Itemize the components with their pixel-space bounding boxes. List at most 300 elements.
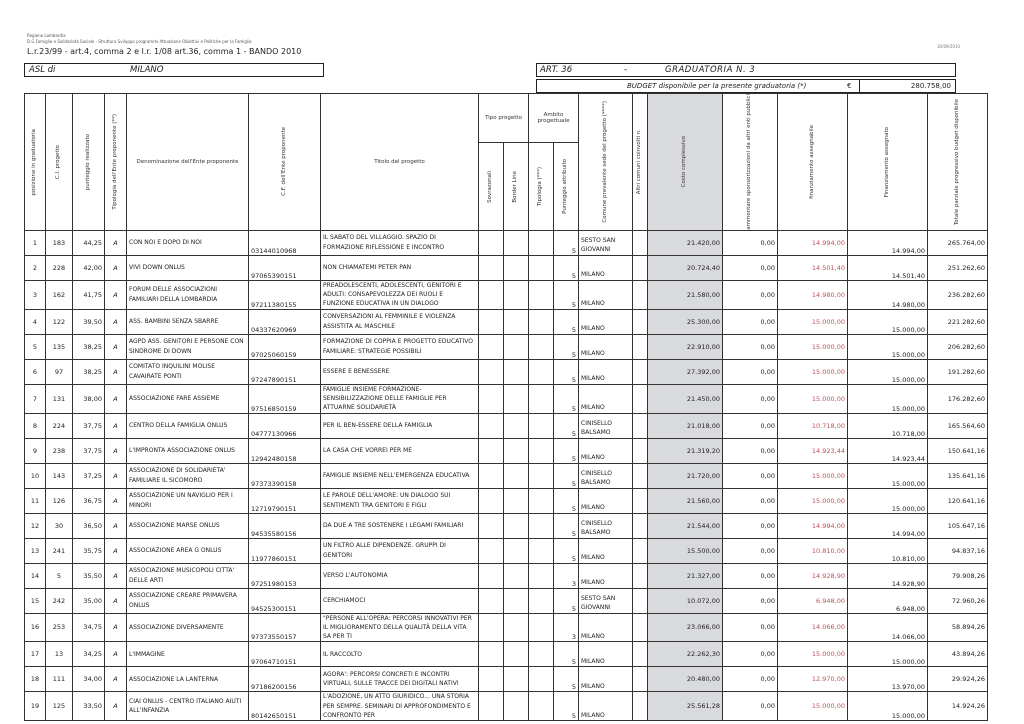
cell-fin-assegnabile: 14.994,00 xyxy=(778,513,848,538)
cell-fin-assegnato: 14.928,90 xyxy=(848,563,928,588)
cell-sovrazonali xyxy=(479,334,504,359)
cell-altri-comuni xyxy=(633,280,648,309)
budget-divider xyxy=(859,80,860,92)
cell-ci: 253 xyxy=(46,613,73,642)
cell-ci: 5 xyxy=(46,563,73,588)
cell-posizione: 11 xyxy=(25,488,46,513)
cell-punteggio-attribuito: 3 xyxy=(554,613,579,642)
col-header-denominazione: Denominazione dell'Ente proponente xyxy=(127,94,249,231)
cell-punteggio: 34,00 xyxy=(73,667,105,692)
table-row xyxy=(25,230,988,255)
cell-costo: 25.561,28 xyxy=(648,692,723,721)
cell-ci: 125 xyxy=(46,692,73,721)
cell-costo: 10.072,00 xyxy=(648,588,723,613)
cell-punteggio: 37,75 xyxy=(73,438,105,463)
cell-punteggio-attribuito: 5 xyxy=(554,488,579,513)
date-stamp: 30/09/2010 xyxy=(937,44,961,49)
cell-posizione: 12 xyxy=(25,513,46,538)
cell-totale: 206.282,60 xyxy=(928,334,988,359)
cell-sovrazonali xyxy=(479,513,504,538)
table-row xyxy=(25,280,988,309)
cell-punteggio: 37,25 xyxy=(73,463,105,488)
cell-posizione: 10 xyxy=(25,463,46,488)
cell-tipologia xyxy=(529,230,554,255)
cell-tipologia xyxy=(529,513,554,538)
col-header-punteggio: punteggio realizzato xyxy=(73,94,105,231)
cell-titolo: DA DUE A TRE SOSTENERE I LEGAMI FAMILIARI xyxy=(321,513,479,538)
cell-comune: MILANO xyxy=(579,613,633,642)
law-reference: L.r.23/99 - art.4, comma 2 e l.r. 1/08 art.36, comma 1 - BANDO 2010 xyxy=(27,47,302,56)
cell-cf: 97064710151 xyxy=(249,642,321,667)
cell-denominazione: COMITATO INQUILINI MOLISE CAVAIRATE PONTI xyxy=(127,359,249,384)
art-dash: - xyxy=(624,65,628,75)
cell-punteggio-attribuito: 5 xyxy=(554,334,579,359)
cell-totale: 221.282,60 xyxy=(928,309,988,334)
table-row xyxy=(25,588,988,613)
cell-comune: MILANO xyxy=(579,438,633,463)
budget-currency: € xyxy=(847,82,852,90)
cell-totale: 135.641,16 xyxy=(928,463,988,488)
cell-sponsorizzazioni: 0,00 xyxy=(723,438,778,463)
cell-cf: 04337620969 xyxy=(249,309,321,334)
cell-sponsorizzazioni: 0,00 xyxy=(723,280,778,309)
col-header-sovrazonali: Sovrazonali xyxy=(479,143,504,231)
cell-denominazione: ASSOCIAZIONE DIVERSAMENTE xyxy=(127,613,249,642)
cell-altri-comuni xyxy=(633,642,648,667)
cell-posizione: 15 xyxy=(25,588,46,613)
table-row xyxy=(25,255,988,280)
cell-costo: 20.480,00 xyxy=(648,667,723,692)
cell-altri-comuni xyxy=(633,309,648,334)
cell-tipologia-ente: A xyxy=(105,230,127,255)
table-row xyxy=(25,488,988,513)
cell-fin-assegnabile: 15.000,00 xyxy=(778,692,848,721)
cell-cf: 94525300151 xyxy=(249,588,321,613)
cell-titolo: IL RACCOLTO xyxy=(321,642,479,667)
cell-tipologia xyxy=(529,334,554,359)
cell-cf: 97516850159 xyxy=(249,384,321,413)
cell-posizione: 4 xyxy=(25,309,46,334)
table-row xyxy=(25,667,988,692)
cell-sovrazonali xyxy=(479,280,504,309)
cell-totale: 105.647,16 xyxy=(928,513,988,538)
cell-sovrazonali xyxy=(479,463,504,488)
cell-sponsorizzazioni: 0,00 xyxy=(723,642,778,667)
cell-fin-assegnato: 10.810,00 xyxy=(848,538,928,563)
cell-comune: MILANO xyxy=(579,280,633,309)
cell-comune: SESTO SAN GIOVANNI xyxy=(579,230,633,255)
cell-comune: MILANO xyxy=(579,359,633,384)
cell-altri-comuni xyxy=(633,613,648,642)
cell-border-line xyxy=(504,667,529,692)
cell-punteggio: 38,25 xyxy=(73,334,105,359)
cell-posizione: 18 xyxy=(25,667,46,692)
cell-costo: 25.300,00 xyxy=(648,309,723,334)
cell-cf: 97211380155 xyxy=(249,280,321,309)
col-header-tipologia: Tipologia (***) xyxy=(529,143,554,231)
cell-ci: 224 xyxy=(46,413,73,438)
table-body xyxy=(25,230,988,721)
cell-fin-assegnabile: 15.000,00 xyxy=(778,642,848,667)
cell-ci: 13 xyxy=(46,642,73,667)
cell-costo: 21.450,00 xyxy=(648,384,723,413)
cell-comune: MILANO xyxy=(579,692,633,721)
cell-denominazione: L'IMPRONTA ASSOCIAZIONE ONLUS xyxy=(127,438,249,463)
cell-tipologia xyxy=(529,413,554,438)
cell-ci: 30 xyxy=(46,513,73,538)
cell-denominazione: AGPD ASS. GENITORI E PERSONE CON SINDROME DI DOWN xyxy=(127,334,249,359)
col-header-ambito: Ambito progettuale xyxy=(529,94,579,143)
cell-border-line xyxy=(504,588,529,613)
cell-tipologia-ente: A xyxy=(105,384,127,413)
cell-titolo: FAMIGLIE INSIEME NELL'EMERGENZA EDUCATIVA xyxy=(321,463,479,488)
art-box xyxy=(536,63,956,77)
cell-punteggio: 39,50 xyxy=(73,309,105,334)
cell-comune: MILANO xyxy=(579,667,633,692)
table-row xyxy=(25,463,988,488)
cell-border-line xyxy=(504,255,529,280)
cell-posizione: 8 xyxy=(25,413,46,438)
cell-punteggio: 42,00 xyxy=(73,255,105,280)
cell-costo: 27.392,00 xyxy=(648,359,723,384)
cell-punteggio: 38,25 xyxy=(73,359,105,384)
cell-totale: 251.262,60 xyxy=(928,255,988,280)
cell-altri-comuni xyxy=(633,513,648,538)
cell-ci: 162 xyxy=(46,280,73,309)
cell-costo: 21.327,00 xyxy=(648,563,723,588)
cell-punteggio: 34,75 xyxy=(73,613,105,642)
cell-sovrazonali xyxy=(479,255,504,280)
cell-costo: 21.420,00 xyxy=(648,230,723,255)
cell-denominazione: ASSOCIAZIONE CREARE PRIMAVERA ONLUS xyxy=(127,588,249,613)
col-header-cf: C.F. dell'Ente proponente xyxy=(249,94,321,231)
cell-denominazione: ASSOCIAZIONE DI SOLIDARIETA' FAMILIARE IL SICOMORO xyxy=(127,463,249,488)
cell-tipologia xyxy=(529,438,554,463)
cell-tipologia-ente: A xyxy=(105,588,127,613)
cell-ci: 183 xyxy=(46,230,73,255)
cell-punteggio-attribuito: 5 xyxy=(554,438,579,463)
cell-tipologia-ente: A xyxy=(105,692,127,721)
cell-tipologia xyxy=(529,384,554,413)
col-header-fin-assegnabile: finanziamento assegnabile xyxy=(778,94,848,231)
cell-totale: 150.641,16 xyxy=(928,438,988,463)
cell-sponsorizzazioni: 0,00 xyxy=(723,463,778,488)
cell-border-line xyxy=(504,438,529,463)
cell-costo: 23.066,00 xyxy=(648,613,723,642)
cell-costo: 21.544,00 xyxy=(648,513,723,538)
cell-altri-comuni xyxy=(633,438,648,463)
cell-punteggio-attribuito: 5 xyxy=(554,588,579,613)
cell-fin-assegnabile: 10.718,00 xyxy=(778,413,848,438)
cell-border-line xyxy=(504,642,529,667)
cell-denominazione: CON NOI E DOPO DI NOI xyxy=(127,230,249,255)
cell-titolo: PER IL BEN-ESSERE DELLA FAMIGLIA xyxy=(321,413,479,438)
cell-denominazione: FORUM DELLE ASSOCIAZIONI FAMILIARI DELLA LOMBARDIA xyxy=(127,280,249,309)
table-row xyxy=(25,563,988,588)
cell-tipologia xyxy=(529,667,554,692)
cell-titolo: VERSO L'AUTONOMIA xyxy=(321,563,479,588)
cell-border-line xyxy=(504,463,529,488)
cell-fin-assegnabile: 14.923,44 xyxy=(778,438,848,463)
cell-border-line xyxy=(504,413,529,438)
cell-altri-comuni xyxy=(633,384,648,413)
cell-tipologia-ente: A xyxy=(105,488,127,513)
cell-ci: 135 xyxy=(46,334,73,359)
cell-sponsorizzazioni: 0,00 xyxy=(723,413,778,438)
col-header-posizione: posizione in graduatoria xyxy=(25,94,46,231)
cell-ci: 111 xyxy=(46,667,73,692)
cell-fin-assegnato: 14.501,40 xyxy=(848,255,928,280)
cell-fin-assegnabile: 6.948,00 xyxy=(778,588,848,613)
cell-titolo: UN FILTRO ALLE DIPENDENZE. GRUPPI DI GENITORI xyxy=(321,538,479,563)
cell-fin-assegnato: 14.923,44 xyxy=(848,438,928,463)
cell-sovrazonali xyxy=(479,359,504,384)
cell-denominazione: CENTRO DELLA FAMIGLIA ONLUS xyxy=(127,413,249,438)
cell-posizione: 14 xyxy=(25,563,46,588)
cell-costo: 22.910,00 xyxy=(648,334,723,359)
cell-costo: 21.319,20 xyxy=(648,438,723,463)
cell-tipologia-ente: A xyxy=(105,413,127,438)
table-row xyxy=(25,438,988,463)
cell-tipologia-ente: A xyxy=(105,334,127,359)
cell-fin-assegnato: 15.000,00 xyxy=(848,384,928,413)
cell-border-line xyxy=(504,538,529,563)
cell-sponsorizzazioni: 0,00 xyxy=(723,255,778,280)
cell-denominazione: ASSOCIAZIONE MUSICOPOLI CITTA' DELLE ARTI xyxy=(127,563,249,588)
cell-fin-assegnato: 14.994,00 xyxy=(848,513,928,538)
cell-punteggio: 35,00 xyxy=(73,588,105,613)
cell-posizione: 6 xyxy=(25,359,46,384)
cell-denominazione: ASSOCIAZIONE LA LANTERNA xyxy=(127,667,249,692)
cell-cf: 97373550157 xyxy=(249,613,321,642)
cell-border-line xyxy=(504,230,529,255)
cell-denominazione: CIAI ONLUS - CENTRO ITALIANO AIUTI ALL'INFANZIA xyxy=(127,692,249,721)
cell-fin-assegnato: 14.066,00 xyxy=(848,613,928,642)
cell-altri-comuni xyxy=(633,413,648,438)
cell-fin-assegnabile: 15.000,00 xyxy=(778,359,848,384)
cell-punteggio-attribuito: 5 xyxy=(554,359,579,384)
table-row xyxy=(25,413,988,438)
cell-fin-assegnabile: 15.000,00 xyxy=(778,309,848,334)
cell-tipologia xyxy=(529,613,554,642)
cell-cf: 97065390151 xyxy=(249,255,321,280)
cell-totale: 165.564,60 xyxy=(928,413,988,438)
col-header-ci: C.I. progetto xyxy=(46,94,73,231)
cell-posizione: 1 xyxy=(25,230,46,255)
cell-cf: 04777130966 xyxy=(249,413,321,438)
table-row xyxy=(25,613,988,642)
cell-border-line xyxy=(504,334,529,359)
cell-sovrazonali xyxy=(479,642,504,667)
cell-sovrazonali xyxy=(479,488,504,513)
cell-totale: 94.837,16 xyxy=(928,538,988,563)
cell-posizione: 9 xyxy=(25,438,46,463)
cell-denominazione: VIVI DOWN ONLUS xyxy=(127,255,249,280)
cell-comune: MILANO xyxy=(579,538,633,563)
cell-punteggio-attribuito: 5 xyxy=(554,538,579,563)
cell-fin-assegnato: 15.000,00 xyxy=(848,359,928,384)
cell-border-line xyxy=(504,384,529,413)
cell-titolo: LA CASA CHE VORREI PER ME xyxy=(321,438,479,463)
cell-comune: MILANO xyxy=(579,334,633,359)
cell-fin-assegnabile: 12.970,00 xyxy=(778,667,848,692)
cell-altri-comuni xyxy=(633,463,648,488)
cell-punteggio-attribuito: 5 xyxy=(554,692,579,721)
cell-totale: 176.282,60 xyxy=(928,384,988,413)
cell-sponsorizzazioni: 0,00 xyxy=(723,359,778,384)
cell-sovrazonali xyxy=(479,230,504,255)
col-header-comune: Comune prevalente sede del progetto (****) xyxy=(579,94,633,231)
cell-posizione: 7 xyxy=(25,384,46,413)
cell-fin-assegnabile: 14.928,90 xyxy=(778,563,848,588)
cell-sovrazonali xyxy=(479,438,504,463)
cell-sponsorizzazioni: 0,00 xyxy=(723,230,778,255)
cell-ci: 242 xyxy=(46,588,73,613)
budget-label: BUDGET disponibile per la presente graduatoria (*) xyxy=(627,82,807,90)
org-name: Regione Lombardia xyxy=(27,33,66,38)
cell-titolo: L'ADOZIONE, UN ATTO GIURIDICO... UNA STORIA PER SEMPRE. SEMINARI DI APPROFONDIMENTO E CONFRONTO PER xyxy=(321,692,479,721)
cell-fin-assegnato: 15.000,00 xyxy=(848,463,928,488)
cell-sponsorizzazioni: 0,00 xyxy=(723,692,778,721)
cell-punteggio-attribuito: 5 xyxy=(554,667,579,692)
cell-altri-comuni xyxy=(633,563,648,588)
cell-comune: SESTO SAN GIOVANNI xyxy=(579,588,633,613)
col-header-totale: Totale parziale progressivo budget disponibile xyxy=(928,94,988,231)
cell-titolo: "PERSONE ALL'OPERA: PERCORSI INNOVATIVI PER IL MIGLIORAMENTO DELLA QUALITÀ DELLA VITA SA PER TI xyxy=(321,613,479,642)
cell-punteggio: 35,50 xyxy=(73,563,105,588)
cell-tipologia xyxy=(529,309,554,334)
cell-punteggio-attribuito: 5 xyxy=(554,280,579,309)
cell-fin-assegnabile: 15.000,00 xyxy=(778,488,848,513)
cell-sovrazonali xyxy=(479,588,504,613)
cell-punteggio-attribuito: 5 xyxy=(554,413,579,438)
budget-box xyxy=(536,79,956,93)
cell-titolo: NON CHIAMATEMI PETER PAN xyxy=(321,255,479,280)
cell-comune: MILANO xyxy=(579,255,633,280)
cell-fin-assegnato: 15.000,00 xyxy=(848,692,928,721)
cell-costo: 21.560,00 xyxy=(648,488,723,513)
cell-cf: 97186200156 xyxy=(249,667,321,692)
cell-denominazione: ASSOCIAZIONE FARE ASSIEME xyxy=(127,384,249,413)
cell-posizione: 19 xyxy=(25,692,46,721)
cell-totale: 79.908,26 xyxy=(928,563,988,588)
cell-fin-assegnato: 10.718,00 xyxy=(848,413,928,438)
cell-ci: 143 xyxy=(46,463,73,488)
asl-box xyxy=(24,63,324,77)
cell-tipologia xyxy=(529,588,554,613)
cell-tipologia xyxy=(529,692,554,721)
cell-cf: 80142650151 xyxy=(249,692,321,721)
cell-punteggio: 35,75 xyxy=(73,538,105,563)
table-row xyxy=(25,334,988,359)
cell-denominazione: ASSOCIAZIONE UN NAVIGLIO PER I MINORI xyxy=(127,488,249,513)
cell-border-line xyxy=(504,513,529,538)
cell-comune: MILANO xyxy=(579,563,633,588)
cell-posizione: 13 xyxy=(25,538,46,563)
cell-posizione: 16 xyxy=(25,613,46,642)
cell-comune: MILANO xyxy=(579,642,633,667)
cell-sovrazonali xyxy=(479,413,504,438)
cell-ci: 97 xyxy=(46,359,73,384)
cell-comune: CINISELLO BALSAMO xyxy=(579,463,633,488)
cell-denominazione: ASSOCIAZIONE MARSE ONLUS xyxy=(127,513,249,538)
cell-punteggio-attribuito: 5 xyxy=(554,230,579,255)
col-header-border-line: Border Line xyxy=(504,143,529,231)
cell-tipologia-ente: A xyxy=(105,667,127,692)
cell-fin-assegnabile: 15.000,00 xyxy=(778,463,848,488)
cell-sponsorizzazioni: 0,00 xyxy=(723,384,778,413)
cell-costo: 21.580,00 xyxy=(648,280,723,309)
cell-border-line xyxy=(504,692,529,721)
cell-altri-comuni xyxy=(633,588,648,613)
cell-punteggio: 44,25 xyxy=(73,230,105,255)
col-header-sponsorizzazioni: ammontare sponsorizzazioni da altri enti pubblici xyxy=(723,94,778,231)
cell-tipologia-ente: A xyxy=(105,642,127,667)
cell-sovrazonali xyxy=(479,538,504,563)
cell-costo: 22.262,30 xyxy=(648,642,723,667)
cell-fin-assegnabile: 14.994,00 xyxy=(778,230,848,255)
table-row xyxy=(25,384,988,413)
cell-sovrazonali xyxy=(479,692,504,721)
table-row xyxy=(25,692,988,721)
cell-fin-assegnato: 6.948,00 xyxy=(848,588,928,613)
cell-punteggio: 41,75 xyxy=(73,280,105,309)
cell-sovrazonali xyxy=(479,667,504,692)
art-label: ART. 36 xyxy=(540,65,573,75)
cell-comune: CINISELLO BALSAMO xyxy=(579,513,633,538)
cell-cf: 11977860151 xyxy=(249,538,321,563)
col-header-titolo: Titolo del progetto xyxy=(321,94,479,231)
cell-totale: 72.960,26 xyxy=(928,588,988,613)
cell-titolo: FORMAZIONE DI COPPIA E PROGETTO EDUCATIVO FAMILIARE: STRATEGIE POSSIBILI xyxy=(321,334,479,359)
table-row xyxy=(25,642,988,667)
cell-posizione: 2 xyxy=(25,255,46,280)
cell-tipologia xyxy=(529,538,554,563)
cell-border-line xyxy=(504,563,529,588)
cell-sponsorizzazioni: 0,00 xyxy=(723,513,778,538)
table-row xyxy=(25,513,988,538)
col-header-costo: Costo complessivo xyxy=(648,94,723,231)
cell-sponsorizzazioni: 0,00 xyxy=(723,613,778,642)
table-row xyxy=(25,538,988,563)
cell-punteggio-attribuito: 5 xyxy=(554,309,579,334)
cell-posizione: 3 xyxy=(25,280,46,309)
cell-sovrazonali xyxy=(479,563,504,588)
col-header-tipologia-ente: Tipologia dell'Ente proponente (**) xyxy=(105,94,127,231)
cell-costo: 15.500,00 xyxy=(648,538,723,563)
cell-tipologia xyxy=(529,642,554,667)
cell-punteggio: 36,50 xyxy=(73,513,105,538)
cell-border-line xyxy=(504,280,529,309)
table-row xyxy=(25,309,988,334)
cell-altri-comuni xyxy=(633,667,648,692)
cell-sponsorizzazioni: 0,00 xyxy=(723,588,778,613)
col-header-fin-assegnato: Finanziamento assegnato xyxy=(848,94,928,231)
cell-titolo: IL SABATO DEL VILLAGGIO. SPAZIO DI FORMAZIONE RIFLESSIONE E INCONTRO xyxy=(321,230,479,255)
org-department: D.G Famiglia e Solidarietà Sociale - Struttura Sviluppo programmi Attuazione Obiettivi e Politiche per la Famiglia xyxy=(27,39,252,44)
cell-punteggio-attribuito: 3 xyxy=(554,563,579,588)
cell-tipologia xyxy=(529,563,554,588)
cell-punteggio-attribuito: 5 xyxy=(554,384,579,413)
cell-posizione: 5 xyxy=(25,334,46,359)
cell-altri-comuni xyxy=(633,359,648,384)
cell-sponsorizzazioni: 0,00 xyxy=(723,667,778,692)
cell-tipologia-ente: A xyxy=(105,255,127,280)
cell-tipologia-ente: A xyxy=(105,513,127,538)
cell-costo: 21.720,00 xyxy=(648,463,723,488)
cell-tipologia xyxy=(529,359,554,384)
cell-totale: 58.894,26 xyxy=(928,613,988,642)
